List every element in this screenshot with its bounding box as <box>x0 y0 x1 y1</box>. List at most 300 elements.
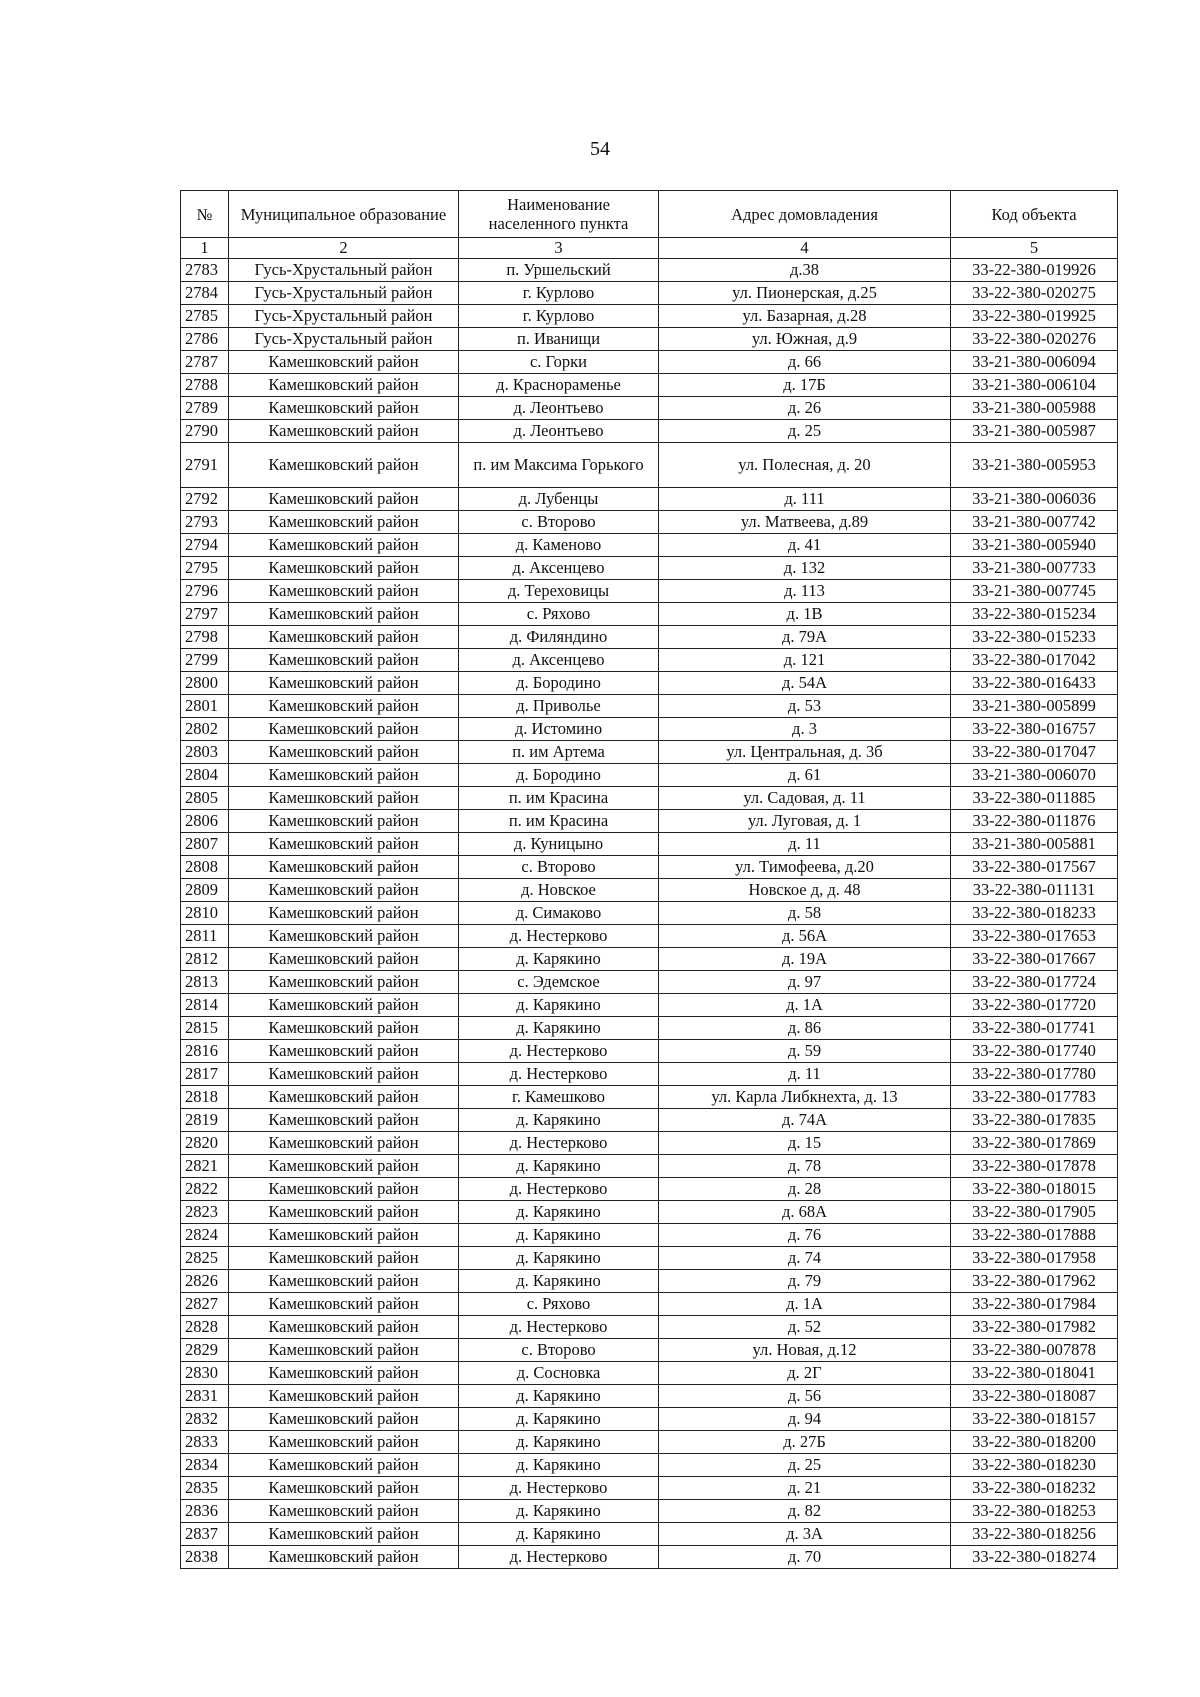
cell-number: 2822 <box>181 1178 229 1201</box>
cell-municipality: Камешковский район <box>229 603 459 626</box>
cell-number: 2793 <box>181 511 229 534</box>
cell-object-code: 33-22-380-018232 <box>951 1477 1118 1500</box>
table-row <box>181 879 1118 902</box>
cell-settlement: с. Ряхово <box>459 1293 659 1316</box>
cell-number: 2819 <box>181 1109 229 1132</box>
cell-number: 2798 <box>181 626 229 649</box>
cell-object-code: 33-22-380-011876 <box>951 810 1118 833</box>
cell-object-code: 33-22-380-017958 <box>951 1247 1118 1270</box>
table-row <box>181 1523 1118 1546</box>
cell-settlement: д. Карякино <box>459 1201 659 1224</box>
cell-address: д. 74 <box>659 1247 951 1270</box>
cell-address: д. 41 <box>659 534 951 557</box>
table-row <box>181 397 1118 420</box>
cell-municipality: Камешковский район <box>229 833 459 856</box>
cell-number: 2801 <box>181 695 229 718</box>
cell-settlement: д. Карякино <box>459 1247 659 1270</box>
cell-municipality: Камешковский район <box>229 351 459 374</box>
table-row <box>181 1063 1118 1086</box>
cell-number: 2784 <box>181 282 229 305</box>
cell-object-code: 33-22-380-018274 <box>951 1546 1118 1569</box>
table-row <box>181 351 1118 374</box>
cell-municipality: Камешковский район <box>229 1339 459 1362</box>
cell-object-code: 33-21-380-007745 <box>951 580 1118 603</box>
cell-number: 2830 <box>181 1362 229 1385</box>
cell-address: д. 94 <box>659 1408 951 1431</box>
cell-number: 2814 <box>181 994 229 1017</box>
cell-number: 2790 <box>181 420 229 443</box>
cell-object-code: 33-22-380-018157 <box>951 1408 1118 1431</box>
cell-municipality: Камешковский район <box>229 557 459 580</box>
table-row <box>181 1385 1118 1408</box>
cell-number: 2818 <box>181 1086 229 1109</box>
cell-settlement: с. Второво <box>459 856 659 879</box>
column-number-row <box>181 238 1118 259</box>
header-municipality: Муниципальное образование <box>229 191 459 238</box>
table-row <box>181 1270 1118 1293</box>
cell-municipality: Камешковский район <box>229 1155 459 1178</box>
table-row <box>181 856 1118 879</box>
cell-municipality: Камешковский район <box>229 1546 459 1569</box>
cell-settlement: п. им Максима Горького <box>459 443 659 488</box>
cell-object-code: 33-22-380-018200 <box>951 1431 1118 1454</box>
cell-address: д. 17Б <box>659 374 951 397</box>
cell-number: 2836 <box>181 1500 229 1523</box>
cell-municipality: Камешковский район <box>229 718 459 741</box>
table-row <box>181 282 1118 305</box>
cell-settlement: д. Леонтьево <box>459 397 659 420</box>
cell-address: д. 1А <box>659 1293 951 1316</box>
cell-object-code: 33-22-380-017740 <box>951 1040 1118 1063</box>
table-row <box>181 557 1118 580</box>
cell-number: 2806 <box>181 810 229 833</box>
cell-object-code: 33-22-380-011131 <box>951 879 1118 902</box>
cell-object-code: 33-21-380-005987 <box>951 420 1118 443</box>
table-row <box>181 1339 1118 1362</box>
cell-address: д. 66 <box>659 351 951 374</box>
cell-object-code: 33-22-380-017667 <box>951 948 1118 971</box>
cell-settlement: д. Карякино <box>459 1385 659 1408</box>
cell-object-code: 33-22-380-007878 <box>951 1339 1118 1362</box>
cell-object-code: 33-22-380-017042 <box>951 649 1118 672</box>
table-row <box>181 1408 1118 1431</box>
cell-object-code: 33-22-380-018041 <box>951 1362 1118 1385</box>
cell-object-code: 33-22-380-017780 <box>951 1063 1118 1086</box>
cell-address: ул. Садовая, д. 11 <box>659 787 951 810</box>
cell-municipality: Камешковский район <box>229 374 459 397</box>
cell-municipality: Камешковский район <box>229 626 459 649</box>
cell-address: д. 1А <box>659 994 951 1017</box>
cell-address: ул. Новая, д.12 <box>659 1339 951 1362</box>
cell-municipality: Камешковский район <box>229 1500 459 1523</box>
cell-municipality: Камешковский район <box>229 1247 459 1270</box>
cell-number: 2803 <box>181 741 229 764</box>
cell-municipality: Камешковский район <box>229 1293 459 1316</box>
cell-number: 2833 <box>181 1431 229 1454</box>
cell-address: д. 1В <box>659 603 951 626</box>
cell-number: 2828 <box>181 1316 229 1339</box>
cell-settlement: д. Аксенцево <box>459 649 659 672</box>
cell-address: д. 74А <box>659 1109 951 1132</box>
cell-object-code: 33-22-380-017869 <box>951 1132 1118 1155</box>
header-object-code: Код объекта <box>951 191 1118 238</box>
cell-municipality: Камешковский район <box>229 948 459 971</box>
cell-municipality: Камешковский район <box>229 1063 459 1086</box>
table-row <box>181 902 1118 925</box>
cell-address: д. 53 <box>659 695 951 718</box>
cell-municipality: Камешковский район <box>229 1316 459 1339</box>
cell-settlement: п. им Артема <box>459 741 659 764</box>
table-row <box>181 603 1118 626</box>
table-row <box>181 994 1118 1017</box>
table-row <box>181 1155 1118 1178</box>
cell-municipality: Камешковский район <box>229 1017 459 1040</box>
cell-settlement: д. Нестерково <box>459 1132 659 1155</box>
cell-object-code: 33-22-380-017720 <box>951 994 1118 1017</box>
cell-number: 2783 <box>181 259 229 282</box>
cell-number: 2838 <box>181 1546 229 1569</box>
table-row <box>181 741 1118 764</box>
cell-number: 2802 <box>181 718 229 741</box>
cell-number: 2810 <box>181 902 229 925</box>
cell-object-code: 33-21-380-006094 <box>951 351 1118 374</box>
cell-municipality: Камешковский район <box>229 488 459 511</box>
cell-object-code: 33-22-380-018256 <box>951 1523 1118 1546</box>
cell-address: д. 111 <box>659 488 951 511</box>
cell-address: д. 27Б <box>659 1431 951 1454</box>
table-row <box>181 971 1118 994</box>
cell-settlement: п. им Красина <box>459 810 659 833</box>
cell-address: д. 79 <box>659 1270 951 1293</box>
cell-number: 2811 <box>181 925 229 948</box>
table-row <box>181 328 1118 351</box>
cell-address: д. 86 <box>659 1017 951 1040</box>
cell-number: 2792 <box>181 488 229 511</box>
cell-settlement: с. Второво <box>459 1339 659 1362</box>
cell-number: 2788 <box>181 374 229 397</box>
cell-address: д. 132 <box>659 557 951 580</box>
cell-object-code: 33-22-380-017835 <box>951 1109 1118 1132</box>
cell-number: 2831 <box>181 1385 229 1408</box>
table-row <box>181 443 1118 488</box>
cell-number: 2829 <box>181 1339 229 1362</box>
cell-municipality: Камешковский район <box>229 695 459 718</box>
cell-settlement: д. Карякино <box>459 1224 659 1247</box>
table-row <box>181 1477 1118 1500</box>
cell-object-code: 33-22-380-017047 <box>951 741 1118 764</box>
cell-number: 2825 <box>181 1247 229 1270</box>
cell-municipality: Гусь-Хрустальный район <box>229 259 459 282</box>
cell-settlement: с. Второво <box>459 511 659 534</box>
cell-municipality: Камешковский район <box>229 1201 459 1224</box>
cell-municipality: Камешковский район <box>229 397 459 420</box>
cell-object-code: 33-22-380-015233 <box>951 626 1118 649</box>
cell-settlement: д. Нестерково <box>459 1316 659 1339</box>
cell-municipality: Камешковский район <box>229 1132 459 1155</box>
table-row <box>181 649 1118 672</box>
cell-object-code: 33-22-380-017741 <box>951 1017 1118 1040</box>
cell-number: 2837 <box>181 1523 229 1546</box>
table-row <box>181 810 1118 833</box>
cell-object-code: 33-22-380-017783 <box>951 1086 1118 1109</box>
column-number: 2 <box>229 238 459 259</box>
table-row <box>181 420 1118 443</box>
cell-number: 2821 <box>181 1155 229 1178</box>
header-address: Адрес домовладения <box>659 191 951 238</box>
cell-address: ул. Матвеева, д.89 <box>659 511 951 534</box>
cell-number: 2804 <box>181 764 229 787</box>
cell-address: д. 78 <box>659 1155 951 1178</box>
cell-settlement: п. Уршельский <box>459 259 659 282</box>
cell-number: 2794 <box>181 534 229 557</box>
cell-address: д. 52 <box>659 1316 951 1339</box>
registry-table <box>180 190 1118 1569</box>
cell-object-code: 33-21-380-005953 <box>951 443 1118 488</box>
cell-municipality: Гусь-Хрустальный район <box>229 328 459 351</box>
cell-municipality: Камешковский район <box>229 902 459 925</box>
table-row <box>181 1109 1118 1132</box>
cell-address: д. 113 <box>659 580 951 603</box>
cell-address: д. 70 <box>659 1546 951 1569</box>
cell-settlement: д. Карякино <box>459 948 659 971</box>
cell-address: д.38 <box>659 259 951 282</box>
cell-settlement: п. им Красина <box>459 787 659 810</box>
cell-address: д. 68А <box>659 1201 951 1224</box>
cell-settlement: д. Карякино <box>459 1155 659 1178</box>
cell-municipality: Камешковский район <box>229 1477 459 1500</box>
cell-number: 2815 <box>181 1017 229 1040</box>
cell-object-code: 33-22-380-017878 <box>951 1155 1118 1178</box>
cell-number: 2808 <box>181 856 229 879</box>
table-row <box>181 305 1118 328</box>
cell-number: 2817 <box>181 1063 229 1086</box>
cell-municipality: Камешковский район <box>229 1270 459 1293</box>
cell-address: д. 25 <box>659 1454 951 1477</box>
cell-municipality: Камешковский район <box>229 649 459 672</box>
cell-object-code: 33-21-380-007742 <box>951 511 1118 534</box>
table-row <box>181 511 1118 534</box>
cell-settlement: с. Ряхово <box>459 603 659 626</box>
cell-settlement: д. Карякино <box>459 1109 659 1132</box>
table-row <box>181 580 1118 603</box>
cell-number: 2812 <box>181 948 229 971</box>
cell-object-code: 33-21-380-005988 <box>951 397 1118 420</box>
cell-object-code: 33-21-380-006036 <box>951 488 1118 511</box>
cell-municipality: Камешковский район <box>229 1178 459 1201</box>
table-row <box>181 488 1118 511</box>
cell-address: ул. Пионерская, д.25 <box>659 282 951 305</box>
cell-address: д. 54А <box>659 672 951 695</box>
cell-object-code: 33-22-380-016433 <box>951 672 1118 695</box>
cell-object-code: 33-22-380-019926 <box>951 259 1118 282</box>
cell-settlement: д. Истомино <box>459 718 659 741</box>
table-row <box>181 787 1118 810</box>
cell-address: ул. Карла Либкнехта, д. 13 <box>659 1086 951 1109</box>
cell-municipality: Камешковский район <box>229 787 459 810</box>
cell-number: 2799 <box>181 649 229 672</box>
cell-municipality: Камешковский район <box>229 1109 459 1132</box>
cell-settlement: с. Горки <box>459 351 659 374</box>
table-row <box>181 1086 1118 1109</box>
cell-object-code: 33-22-380-017962 <box>951 1270 1118 1293</box>
cell-municipality: Камешковский район <box>229 1362 459 1385</box>
cell-number: 2816 <box>181 1040 229 1063</box>
cell-municipality: Камешковский район <box>229 420 459 443</box>
table-row <box>181 1224 1118 1247</box>
cell-municipality: Камешковский район <box>229 534 459 557</box>
cell-object-code: 33-22-380-015234 <box>951 603 1118 626</box>
cell-object-code: 33-21-380-005940 <box>951 534 1118 557</box>
cell-address: ул. Луговая, д. 1 <box>659 810 951 833</box>
cell-number: 2832 <box>181 1408 229 1431</box>
cell-settlement: г. Курлово <box>459 282 659 305</box>
cell-settlement: д. Карякино <box>459 1408 659 1431</box>
cell-object-code: 33-21-380-006104 <box>951 374 1118 397</box>
cell-address: д. 61 <box>659 764 951 787</box>
table-body <box>181 259 1118 1569</box>
table-row <box>181 948 1118 971</box>
cell-settlement: д. Краснораменье <box>459 374 659 397</box>
cell-number: 2805 <box>181 787 229 810</box>
cell-settlement: г. Курлово <box>459 305 659 328</box>
table-row <box>181 764 1118 787</box>
cell-settlement: д. Тереховицы <box>459 580 659 603</box>
table-row <box>181 259 1118 282</box>
cell-number: 2813 <box>181 971 229 994</box>
cell-municipality: Камешковский район <box>229 994 459 1017</box>
cell-address: д. 28 <box>659 1178 951 1201</box>
cell-number: 2834 <box>181 1454 229 1477</box>
cell-municipality: Камешковский район <box>229 741 459 764</box>
cell-number: 2824 <box>181 1224 229 1247</box>
cell-settlement: д. Каменово <box>459 534 659 557</box>
cell-settlement: д. Карякино <box>459 1431 659 1454</box>
cell-settlement: д. Лубенцы <box>459 488 659 511</box>
cell-address: д. 79А <box>659 626 951 649</box>
cell-settlement: д. Бородино <box>459 672 659 695</box>
cell-number: 2826 <box>181 1270 229 1293</box>
cell-municipality: Камешковский район <box>229 580 459 603</box>
cell-settlement: д. Карякино <box>459 994 659 1017</box>
cell-settlement: д. Сосновка <box>459 1362 659 1385</box>
cell-settlement: д. Карякино <box>459 1500 659 1523</box>
cell-object-code: 33-22-380-017888 <box>951 1224 1118 1247</box>
cell-address: д. 21 <box>659 1477 951 1500</box>
cell-municipality: Гусь-Хрустальный район <box>229 305 459 328</box>
page-number: 54 <box>590 138 610 160</box>
table-row <box>181 1454 1118 1477</box>
cell-address: д. 3 <box>659 718 951 741</box>
table-row <box>181 1040 1118 1063</box>
cell-object-code: 33-21-380-005881 <box>951 833 1118 856</box>
cell-address: д. 59 <box>659 1040 951 1063</box>
table-row <box>181 1500 1118 1523</box>
cell-address: д. 121 <box>659 649 951 672</box>
table-row <box>181 672 1118 695</box>
cell-address: д. 58 <box>659 902 951 925</box>
column-number: 3 <box>459 238 659 259</box>
cell-object-code: 33-22-380-018087 <box>951 1385 1118 1408</box>
cell-settlement: д. Карякино <box>459 1270 659 1293</box>
table-header-row <box>181 191 1118 238</box>
cell-municipality: Камешковский район <box>229 1040 459 1063</box>
cell-address: д. 56А <box>659 925 951 948</box>
cell-number: 2787 <box>181 351 229 374</box>
cell-object-code: 33-22-380-019925 <box>951 305 1118 328</box>
cell-settlement: д. Нестерково <box>459 1063 659 1086</box>
table-row <box>181 1247 1118 1270</box>
cell-address: Новское д, д. 48 <box>659 879 951 902</box>
cell-municipality: Камешковский район <box>229 1408 459 1431</box>
cell-address: ул. Базарная, д.28 <box>659 305 951 328</box>
table-row <box>181 1362 1118 1385</box>
cell-municipality: Камешковский район <box>229 1523 459 1546</box>
cell-object-code: 33-22-380-018230 <box>951 1454 1118 1477</box>
cell-address: д. 11 <box>659 1063 951 1086</box>
cell-address: д. 3А <box>659 1523 951 1546</box>
cell-settlement: д. Приволье <box>459 695 659 718</box>
cell-number: 2796 <box>181 580 229 603</box>
cell-settlement: д. Аксенцево <box>459 557 659 580</box>
cell-object-code: 33-22-380-018253 <box>951 1500 1118 1523</box>
cell-municipality: Камешковский район <box>229 672 459 695</box>
cell-municipality: Камешковский район <box>229 856 459 879</box>
cell-address: д. 15 <box>659 1132 951 1155</box>
table-row <box>181 1178 1118 1201</box>
table-row <box>181 695 1118 718</box>
table-row <box>181 1546 1118 1569</box>
cell-settlement: д. Куницыно <box>459 833 659 856</box>
cell-municipality: Камешковский район <box>229 925 459 948</box>
header-settlement: Наименование населенного пункта <box>459 191 659 238</box>
cell-number: 2827 <box>181 1293 229 1316</box>
cell-number: 2820 <box>181 1132 229 1155</box>
cell-settlement: д. Карякино <box>459 1017 659 1040</box>
table-row <box>181 925 1118 948</box>
cell-address: д. 26 <box>659 397 951 420</box>
cell-address: д. 97 <box>659 971 951 994</box>
cell-settlement: д. Леонтьево <box>459 420 659 443</box>
cell-object-code: 33-22-380-017567 <box>951 856 1118 879</box>
cell-municipality: Камешковский район <box>229 443 459 488</box>
table-row <box>181 1132 1118 1155</box>
cell-number: 2785 <box>181 305 229 328</box>
cell-municipality: Гусь-Хрустальный район <box>229 282 459 305</box>
table-row <box>181 534 1118 557</box>
cell-object-code: 33-22-380-017982 <box>951 1316 1118 1339</box>
cell-settlement: д. Нестерково <box>459 1040 659 1063</box>
cell-object-code: 33-22-380-016757 <box>951 718 1118 741</box>
cell-address: д. 11 <box>659 833 951 856</box>
header-number: № <box>181 191 229 238</box>
table-row <box>181 718 1118 741</box>
cell-object-code: 33-22-380-020276 <box>951 328 1118 351</box>
cell-object-code: 33-22-380-018233 <box>951 902 1118 925</box>
cell-number: 2786 <box>181 328 229 351</box>
cell-municipality: Камешковский район <box>229 810 459 833</box>
cell-address: ул. Тимофеева, д.20 <box>659 856 951 879</box>
cell-number: 2807 <box>181 833 229 856</box>
cell-address: ул. Полесная, д. 20 <box>659 443 951 488</box>
cell-settlement: д. Нестерково <box>459 1546 659 1569</box>
cell-address: ул. Южная, д.9 <box>659 328 951 351</box>
cell-municipality: Камешковский район <box>229 971 459 994</box>
cell-object-code: 33-22-380-017905 <box>951 1201 1118 1224</box>
table-row <box>181 833 1118 856</box>
cell-object-code: 33-21-380-007733 <box>951 557 1118 580</box>
cell-municipality: Камешковский район <box>229 764 459 787</box>
table-row <box>181 1017 1118 1040</box>
